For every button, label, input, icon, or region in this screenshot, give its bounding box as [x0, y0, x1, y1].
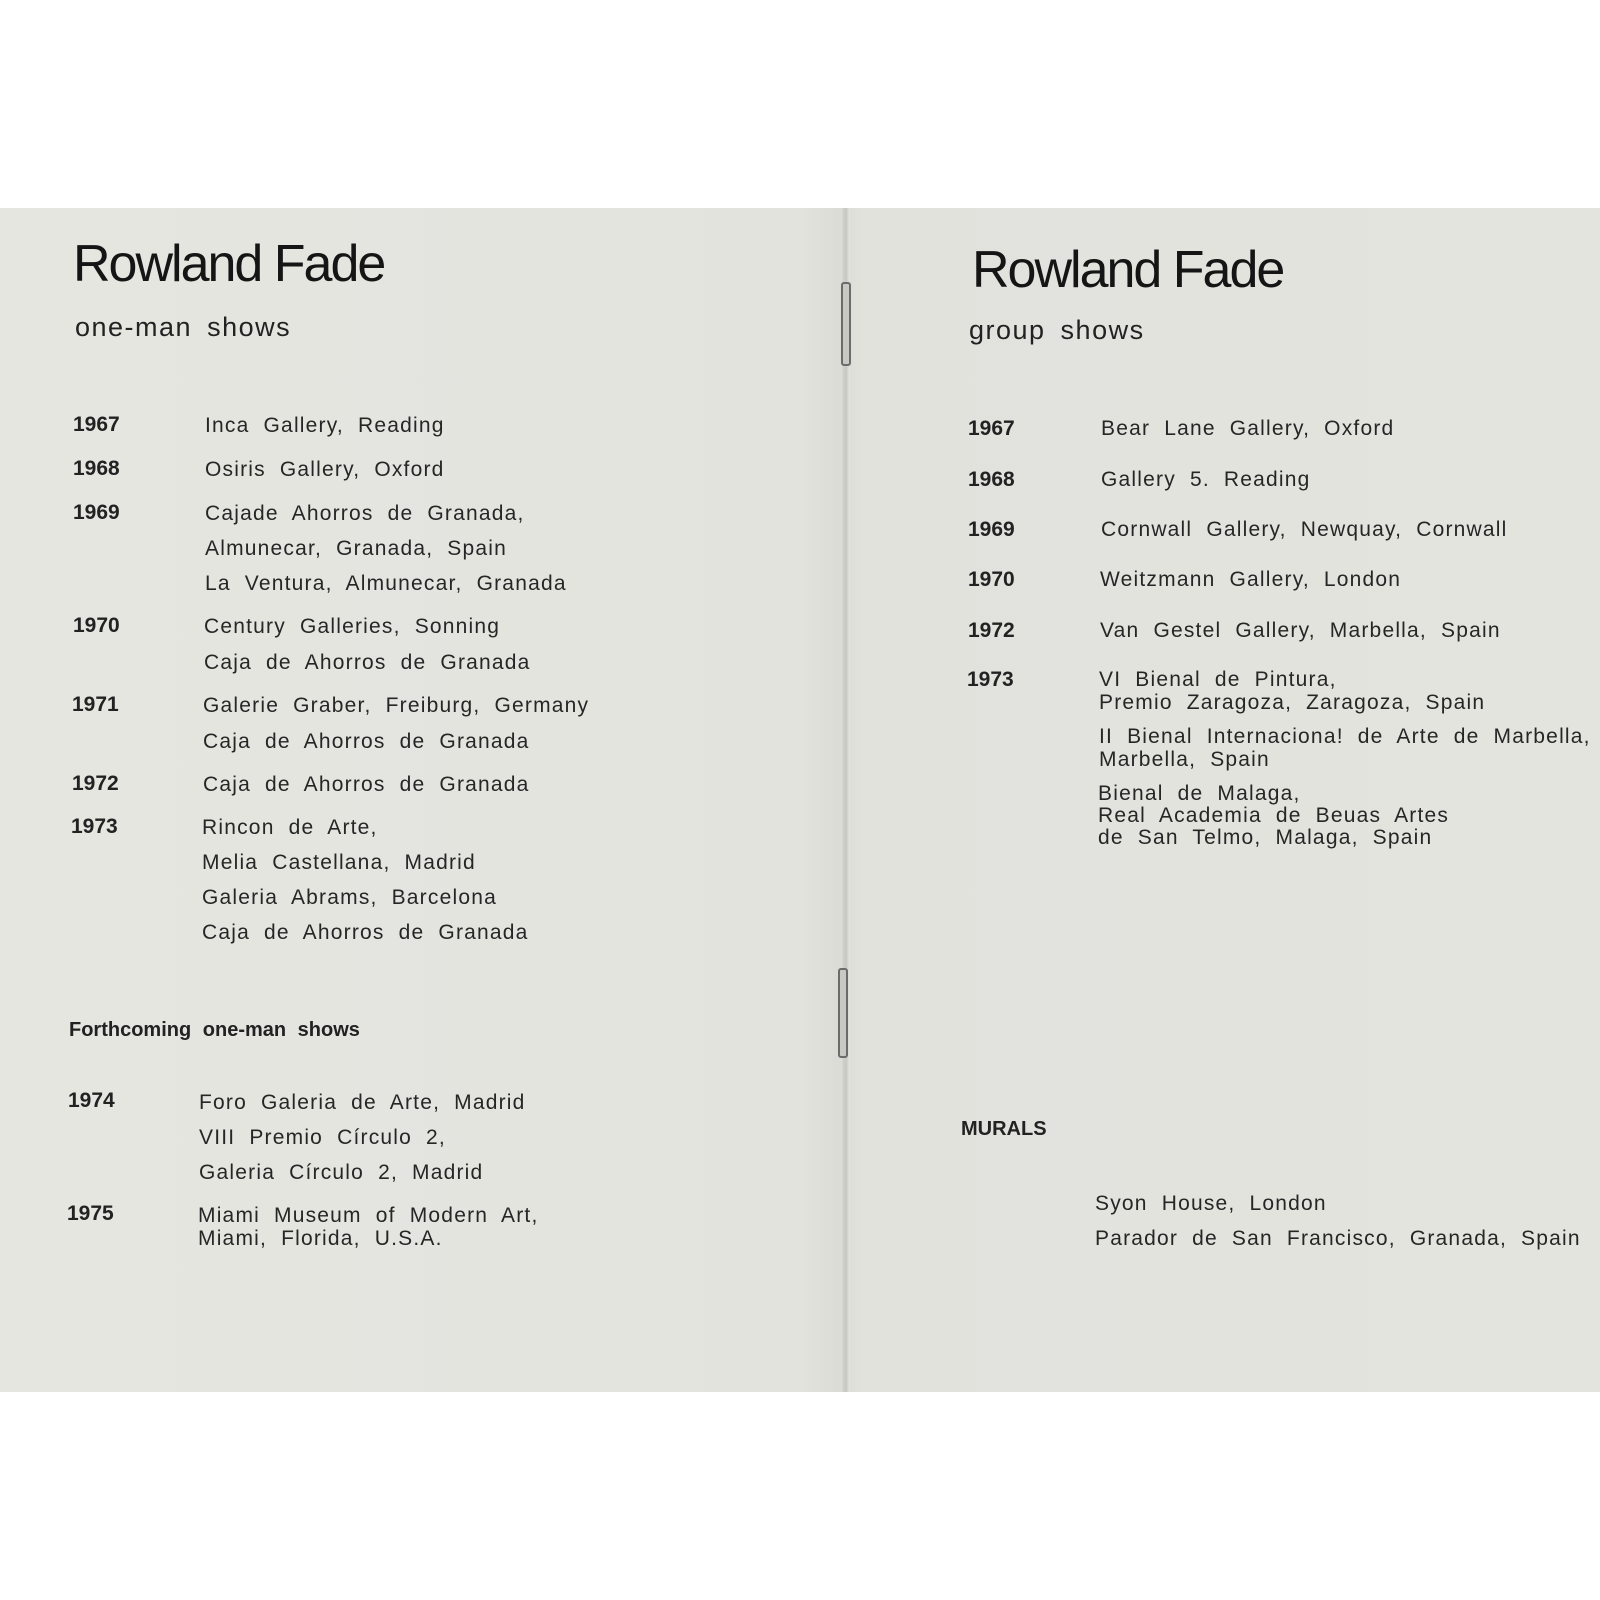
left-page-subtitle: one-man shows: [75, 312, 292, 342]
year-label: 1971: [72, 693, 119, 716]
exhibition-line: Van Gestel Gallery, Marbella, Spain: [1100, 619, 1501, 642]
year-label: 1973: [71, 815, 118, 838]
exhibition-line: Marbella, Spain: [1099, 748, 1270, 771]
exhibition-line: II Bienal Internaciona! de Arte de Marbella,: [1099, 725, 1591, 748]
right-page-subtitle: group shows: [969, 315, 1145, 345]
exhibition-line: Cajade Ahorros de Granada,: [205, 502, 525, 525]
exhibition-line: de San Telmo, Malaga, Spain: [1098, 826, 1433, 849]
year-label: 1968: [968, 468, 1015, 491]
year-label: 1968: [73, 457, 120, 480]
exhibition-line: Bear Lane Gallery, Oxford: [1101, 417, 1395, 440]
exhibition-line: Inca Gallery, Reading: [205, 414, 445, 437]
year-label: 1967: [73, 413, 120, 436]
right-page: [850, 208, 1600, 1392]
exhibition-line: Miami Museum of Modern Art,: [198, 1204, 539, 1227]
exhibition-line: Caja de Ahorros de Granada: [204, 651, 531, 674]
exhibition-line: Weitzmann Gallery, London: [1100, 568, 1402, 591]
mural-line: Parador de San Francisco, Granada, Spain: [1095, 1227, 1581, 1250]
exhibition-line: Almunecar, Granada, Spain: [205, 537, 507, 560]
year-label: 1975: [67, 1202, 114, 1225]
year-label: 1970: [968, 568, 1015, 591]
exhibition-line: VI Bienal de Pintura,: [1099, 668, 1337, 691]
exhibition-line: Galeria Círculo 2, Madrid: [199, 1161, 484, 1184]
exhibition-line: Miami, Florida, U.S.A.: [198, 1227, 443, 1250]
exhibition-line: Caja de Ahorros de Granada: [203, 773, 530, 796]
exhibition-line: Rincon de Arte,: [202, 816, 378, 839]
year-label: 1970: [73, 614, 120, 637]
exhibition-line: Osiris Gallery, Oxford: [205, 458, 445, 481]
exhibition-line: VIII Premio Círculo 2,: [199, 1126, 446, 1149]
year-label: 1967: [968, 417, 1015, 440]
left-page: [0, 208, 845, 1392]
forthcoming-heading: Forthcoming one-man shows: [69, 1019, 360, 1041]
exhibition-line: Caja de Ahorros de Granada: [202, 921, 529, 944]
murals-heading: MURALS: [961, 1118, 1047, 1140]
exhibition-line: Galeria Abrams, Barcelona: [202, 886, 497, 909]
exhibition-line: La Ventura, Almunecar, Granada: [205, 572, 567, 595]
year-label: 1973: [967, 668, 1014, 691]
left-page-title: Rowland Fade: [73, 235, 385, 293]
exhibition-line: Caja de Ahorros de Granada: [203, 730, 530, 753]
exhibition-line: Foro Galeria de Arte, Madrid: [199, 1091, 526, 1114]
exhibition-line: Premio Zaragoza, Zaragoza, Spain: [1099, 691, 1486, 714]
exhibition-line: Melia Castellana, Madrid: [202, 851, 476, 874]
mural-line: Syon House, London: [1095, 1192, 1327, 1215]
year-label: 1972: [72, 772, 119, 795]
right-page-title: Rowland Fade: [972, 241, 1284, 299]
exhibition-line: Galerie Graber, Freiburg, Germany: [203, 694, 590, 717]
booklet-spread: [0, 208, 1600, 1392]
year-label: 1969: [968, 518, 1015, 541]
year-label: 1974: [68, 1089, 115, 1112]
exhibition-line: Bienal de Malaga,: [1098, 782, 1301, 805]
exhibition-line: Century Galleries, Sonning: [204, 615, 501, 638]
exhibition-line: Cornwall Gallery, Newquay, Cornwall: [1101, 518, 1508, 541]
year-label: 1972: [968, 619, 1015, 642]
exhibition-line: Real Academia de Beuas Artes: [1098, 804, 1450, 827]
exhibition-line: Gallery 5. Reading: [1101, 468, 1311, 491]
year-label: 1969: [73, 501, 120, 524]
